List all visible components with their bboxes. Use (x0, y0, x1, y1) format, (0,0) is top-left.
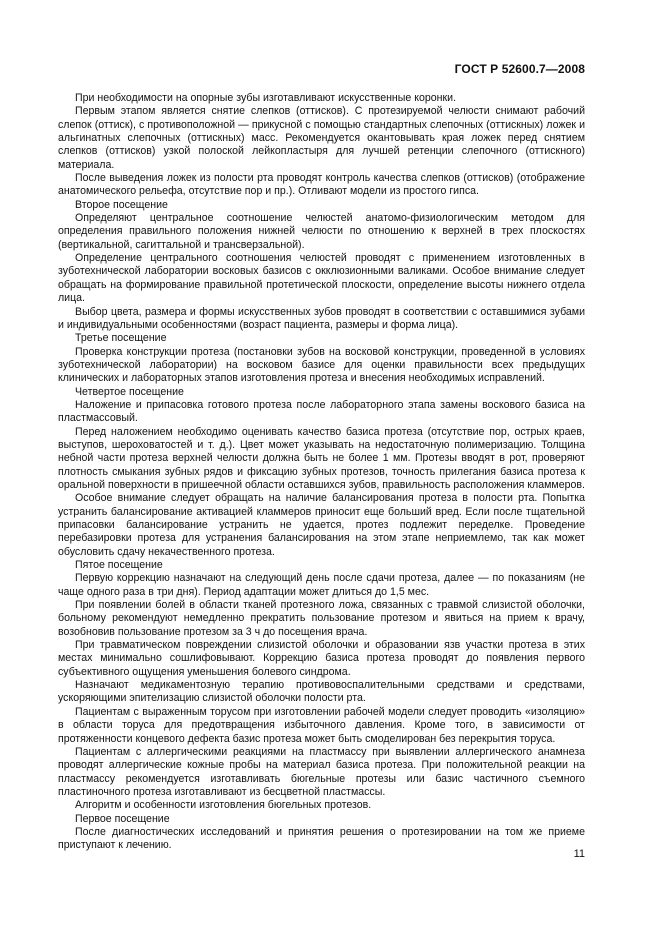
paragraph: При появлении болей в области тканей протезного ложа, связанных с травмой слизистой оболочки, больному рекомендуют немедленно прекратить пользование протезом и явиться на прием к врачу, возобновив пользование протезом за 3 ч до посещения врача. (58, 599, 585, 638)
paragraph: Проверка конструкции протеза (постановки зубов на восковой конструкции, проведенной в условиях зуботехнической лаборатории) на восковом базисе для оценки правильности всех предыдущих клинических и лабораторных этапов изготовления протеза и внесения необходимых исправлений. (58, 345, 585, 385)
paragraph: Определяют центральное соотношение челюстей анатомо-физиологическим методом для определения правильного положения нижней челюсти по отношению к верхней в трех плоскостях (вертикальной, сагиттальной и трансверзальной). (58, 212, 585, 251)
paragraph: После диагностических исследований и принятия решения о протезировании на том же приеме приступают к лечению. (58, 825, 585, 852)
paragraph: Перед наложением необходимо оценивать качество базиса протеза (отсутствие пор, острых краев, выступов, шероховатостей и т. д.). Цвет может указывать на недостаточную полимеризацию. Толщина небной части протеза верхней челюсти должна быть не более 1 мм. Протезы вводят в рот, проверяют плотность смыкания зубных рядов и фиксацию зубных протезов, точность прилегания базиса протеза к оральной поверхности в пришеечной области оставшихся зубов, правильность расположения кламмеров. (58, 425, 585, 491)
paragraph: Определение центрального соотношения челюстей проводят с применением изготовленных в зуботехнической лаборатории восковых базисов с окклюзионными валиками. Особое внимание следует обращать на формирование правильной протетической плоскости, определение высоты нижнего отдела лица. (58, 252, 585, 305)
page-number: 11 (573, 848, 585, 860)
paragraph: Назначают медикаментозную терапию противовоспалительными средствами и средствами, ускоряющими эпителизацию слизистой оболочки полости рта. (58, 679, 585, 705)
document-body (58, 92, 585, 853)
visit-heading: Второе посещение (75, 198, 168, 211)
visit-heading: Третье посещение (75, 332, 167, 345)
visit-heading: Первое посещение (75, 812, 170, 825)
paragraph: Особое внимание следует обращать на наличие балансирования протеза в полости рта. Попытка устранить балансирование активацией кламмеров приносит еще больший вред. Если после тщательной припасовки балансирование устранить не удается, протез подлежит переделке. Проведение перебазировки протеза для устранения балансирования на этом этапе неприемлемо, так как может обусловить сдачу некачественного протеза. (58, 492, 585, 558)
document-code-header: ГОСТ Р 52600.7—2008 (454, 62, 585, 76)
visit-heading: Пятое посещение (75, 559, 163, 572)
visit-heading: Четвертое посещение (75, 385, 184, 398)
paragraph: Пациентам с аллергическими реакциями на пластмассу при выявлении аллергического анамнеза проводят аллергические кожные пробы на материал базиса протеза. При положительной реакции на пластмассу рекомендуется изготавливать бюгельные протезы или базис частичного съемного пластиночного протеза изготавливают из бесцветной пластмассы. (58, 745, 585, 798)
paragraph: Алгоритм и особенности изготовления бюгельных протезов. (75, 799, 372, 812)
paragraph: При необходимости на опорные зубы изготавливают искусственные коронки. (75, 92, 457, 104)
paragraph: Пациентам с выраженным торусом при изготовлении рабочей модели следует проводить «изоляцию» в области торуса для предотвращения избыточного давления. Кроме того, в зависимости от протяженности концевого дефекта базис протеза может быть смоделирован без перекрытия торуса. (58, 705, 585, 745)
paragraph: Первую коррекцию назначают на следующий день после сдачи протеза, далее — по показаниям (не чаще одного раза в три дня). Период адаптации может длиться до 1,5 мес. (58, 572, 585, 598)
paragraph: После выведения ложек из полости рта проводят контроль качества слепков (оттисков) (отображение анатомического рельефа, отсутствие пор и пр.). Отливают модели из простого гипса. (58, 172, 585, 198)
paragraph: При травматическом повреждении слизистой оболочки и образовании язв участки протеза в этих местах минимально сошлифовывают. Коррекцию базиса протеза проводят до появления первого субъективного ощущения уменьшения болевого синдрома. (58, 639, 585, 678)
paragraph: Выбор цвета, размера и формы искусственных зубов проводят в соответствии с оставшимися зубами и индивидуальными особенностями (возраст пациента, размеры и форма лица). (58, 305, 585, 331)
paragraph: Наложение и припасовка готового протеза после лабораторного этапа замены воскового базиса на пластмассовый. (58, 398, 585, 425)
paragraph: Первым этапом является снятие слепков (оттисков). С протезируемой челюсти снимают рабочий слепок (оттиск), с противоположной — прикусной с помощью стандартных слепочных (оттискных) ложек и альгинатных слепочных (оттискных) масс. Рекомендуется окантовывать края ложек перед снятием слепков (оттисков) узкой полоской лейкопластыря для лучшей ретенции слепочного (оттискного) материала. (58, 105, 585, 171)
